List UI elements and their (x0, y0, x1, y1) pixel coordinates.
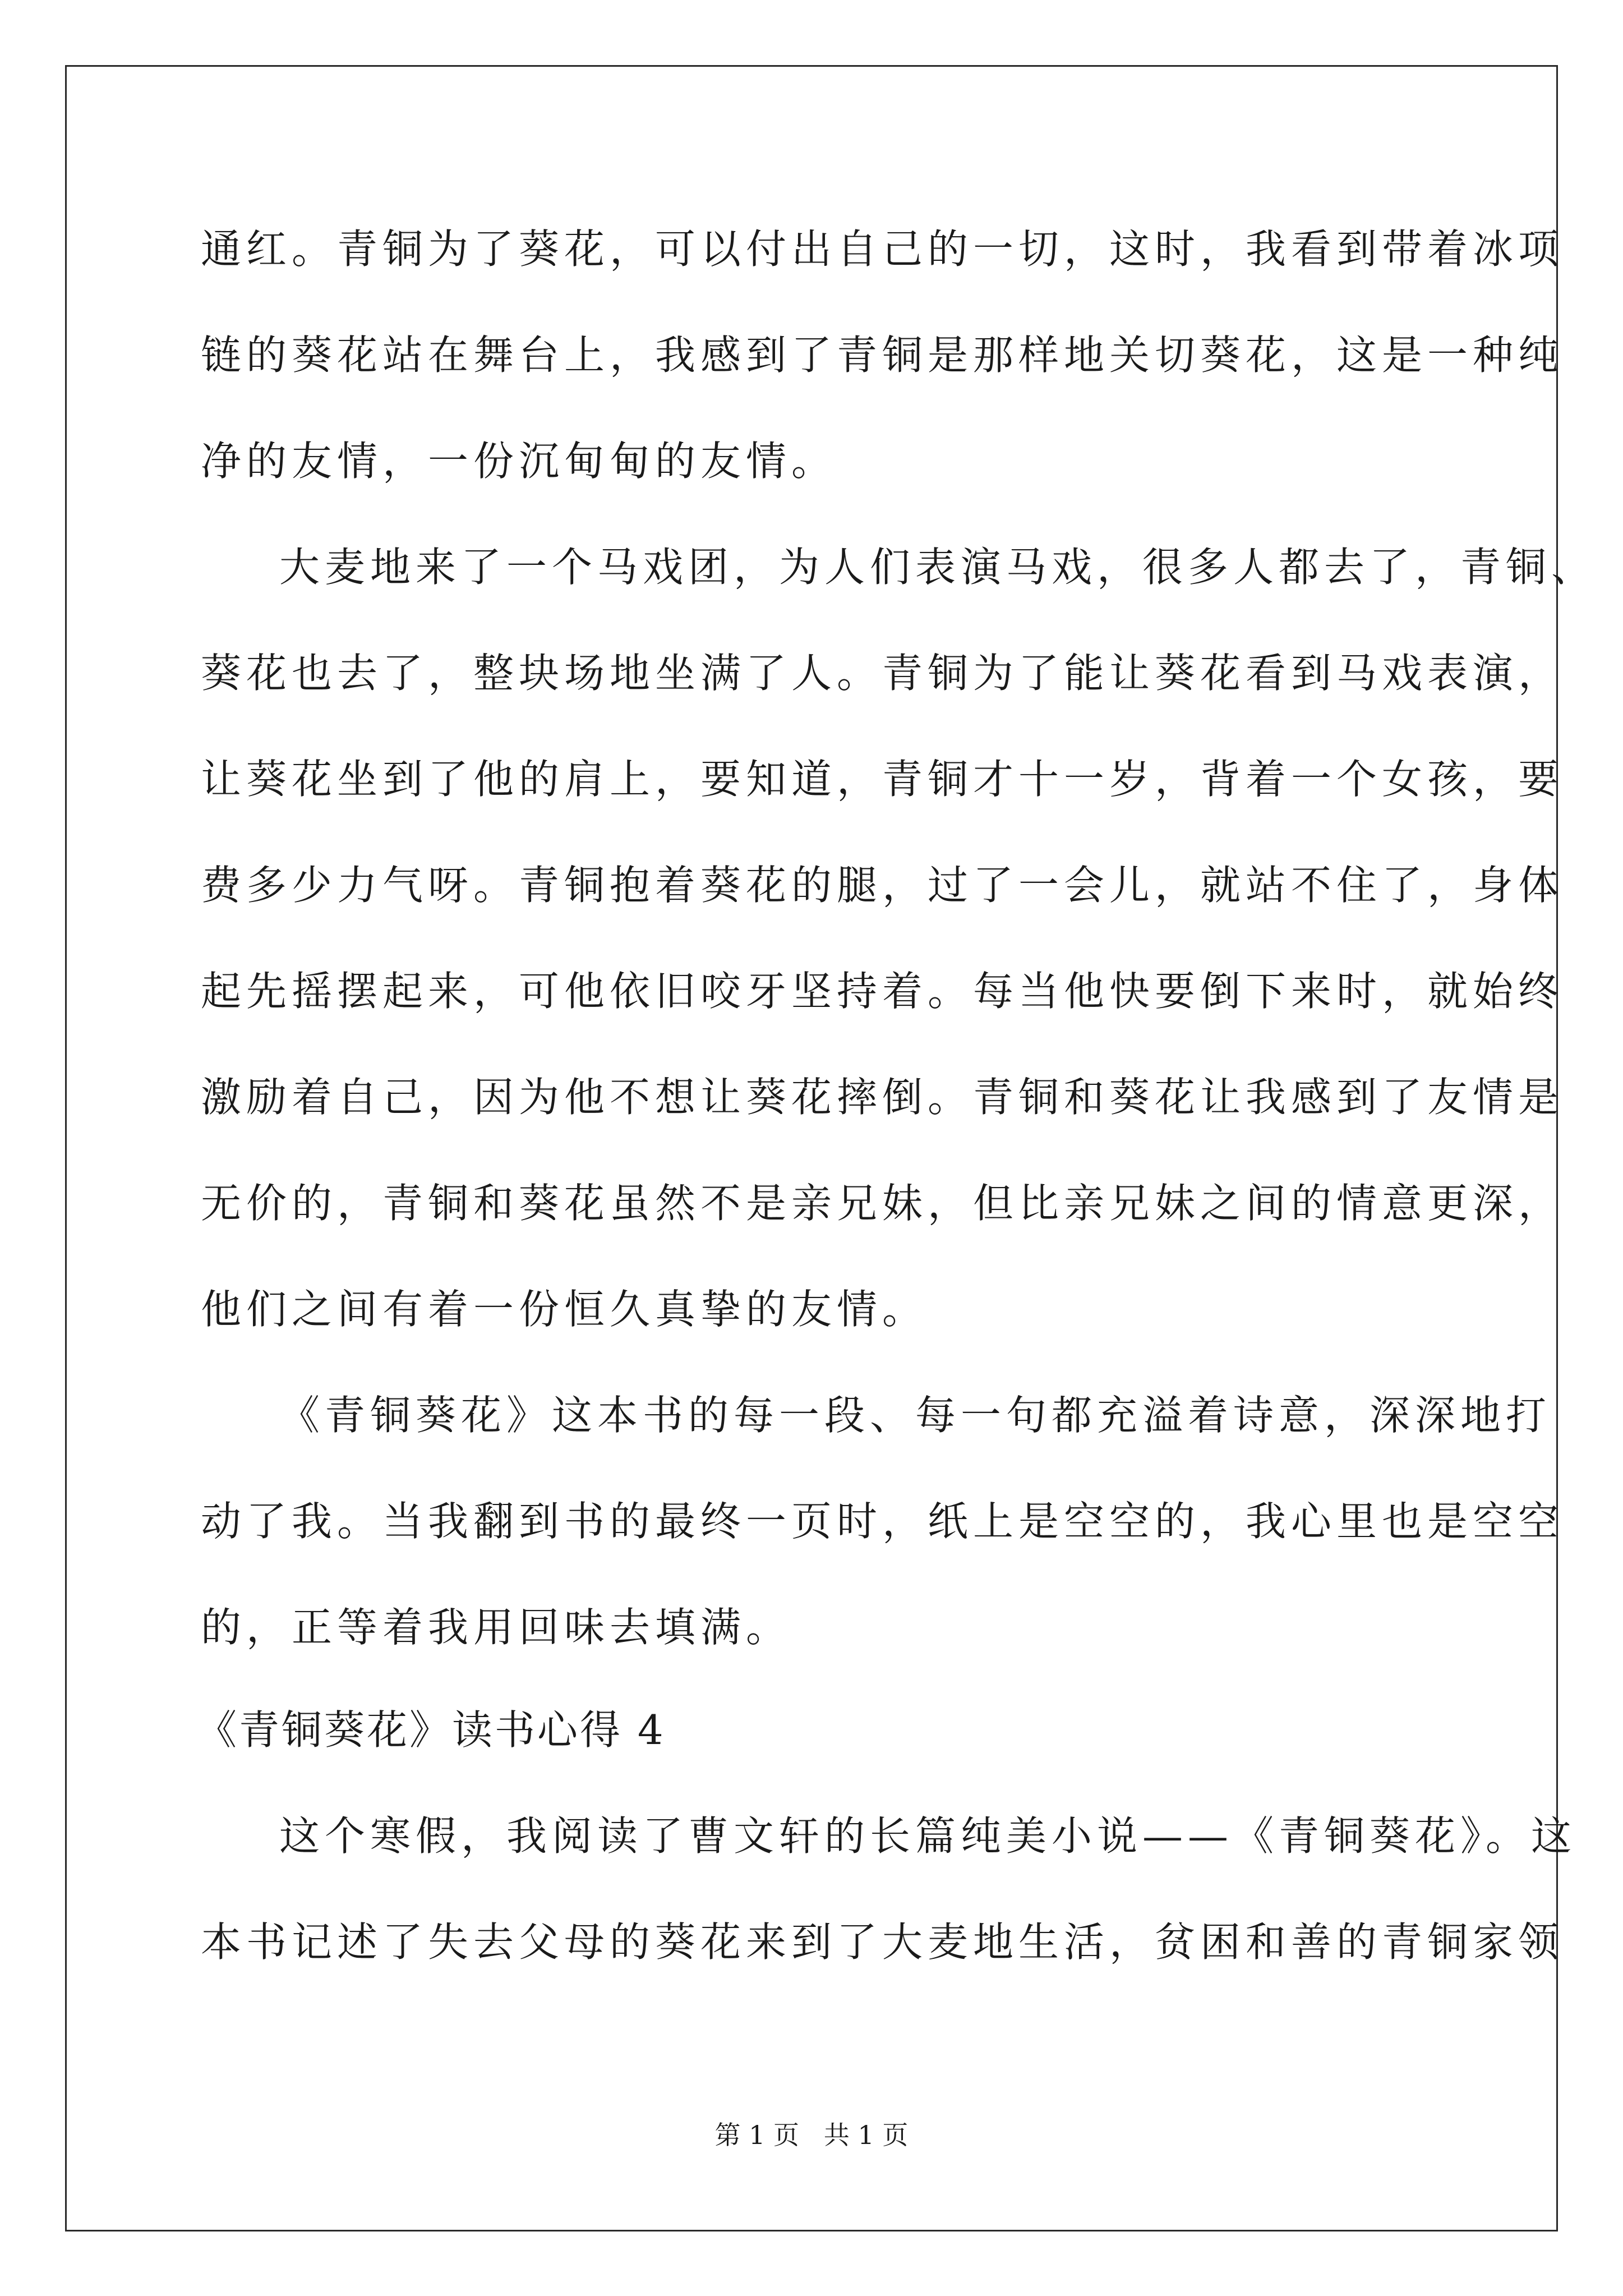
paragraph-line: 无价的，青铜和葵花虽然不是亲兄妹，但比亲兄妹之间的情意更深， (201, 1180, 1564, 1227)
paragraph-line: 这个寒假，我阅读了曹文轩的长篇纯美小说——《青铜葵花》。这 (279, 1812, 1577, 1860)
section-heading: 《青铜葵花》读书心得 4 (196, 1706, 666, 1754)
paragraph-line: 起先摇摆起来，可他依旧咬牙坚持着。每当他快要倒下来时，就始终 (201, 968, 1564, 1015)
paragraph-line: 让葵花坐到了他的肩上，要知道，青铜才十一岁，背着一个女孩，要 (201, 756, 1564, 803)
paragraph-line: 《青铜葵花》这本书的每一段、每一句都充溢着诗意，深深地打 (279, 1392, 1552, 1439)
paragraph-line: 通红。青铜为了葵花，可以付出自己的一切，这时，我看到带着冰项 (201, 226, 1564, 273)
paragraph-line: 大麦地来了一个马戏团，为人们表演马戏，很多人都去了，青铜、 (279, 544, 1597, 591)
paragraph-line: 净的友情，一份沉甸甸的友情。 (201, 438, 837, 485)
paragraph-line: 费多少力气呀。青铜抱着葵花的腿，过了一会儿，就站不住了，身体 (201, 862, 1564, 909)
page-border (65, 65, 1558, 2231)
paragraph-line: 激励着自己，因为他不想让葵花摔倒。青铜和葵花让我感到了友情是 (201, 1074, 1564, 1121)
paragraph-line: 的，正等着我用回味去填满。 (201, 1604, 792, 1651)
paragraph-line: 葵花也去了，整块场地坐满了人。青铜为了能让葵花看到马戏表演， (201, 650, 1564, 697)
page-footer: 第 1 页 共 1 页 (714, 2120, 909, 2150)
paragraph-line: 本书记述了失去父母的葵花来到了大麦地生活，贫困和善的青铜家领 (201, 1918, 1564, 1966)
paragraph-line: 链的葵花站在舞台上，我感到了青铜是那样地关切葵花，这是一种纯 (201, 332, 1564, 379)
paragraph-line: 动了我。当我翻到书的最终一页时，纸上是空空的，我心里也是空空 (201, 1498, 1564, 1545)
paragraph-line: 他们之间有着一份恒久真挚的友情。 (201, 1286, 928, 1333)
